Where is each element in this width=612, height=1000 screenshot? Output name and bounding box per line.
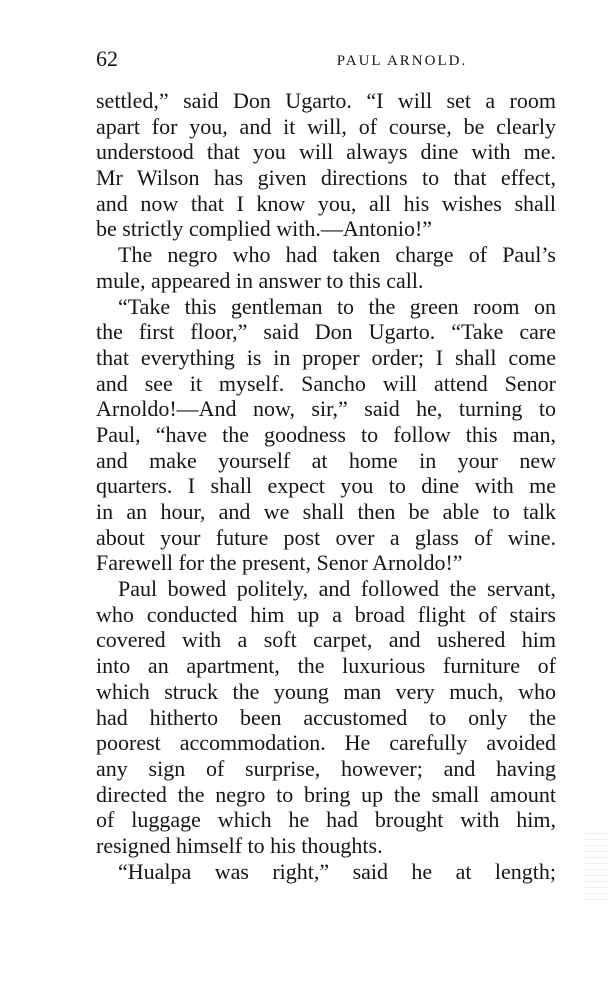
text-line: had hitherto been accustomed to only the xyxy=(96,704,556,730)
page-number: 62 xyxy=(96,46,118,71)
text-line: Arnoldo!—And now, sir,” said he, turning to xyxy=(96,396,556,422)
text-line: Paul, “have the goodness to follow this man, xyxy=(96,421,556,447)
text-line: “Take this gentleman to the green room on xyxy=(118,293,556,319)
text-line: and make yourself at home in your new xyxy=(96,447,556,473)
text-line: understood that you will always dine with me. xyxy=(96,139,556,165)
text-line: The negro who had taken charge of Paul’s xyxy=(118,242,556,268)
text-line: Paul bowed politely, and followed the servant, xyxy=(118,576,556,602)
text-line: Mr Wilson has given directions to that effect, xyxy=(96,165,556,191)
text-line: about your future post over a glass of wine. xyxy=(96,524,556,550)
text-line: which struck the young man very much, who xyxy=(96,678,556,704)
text-line: who conducted him up a broad flight of stairs xyxy=(96,601,556,627)
text-line: Farewell for the present, Senor Arnoldo!” xyxy=(96,550,463,576)
text-line: mule, appeared in answer to this call. xyxy=(96,267,424,293)
text-line: of luggage which he had brought with him, xyxy=(96,807,556,833)
text-line: “Hualpa was right,” said he at length; xyxy=(118,858,556,884)
text-line: the first floor,” said Don Ugarto. “Take care xyxy=(96,319,556,345)
text-line: and see it myself. Sancho will attend Senor xyxy=(96,370,556,396)
text-line: quarters. I shall expect you to dine with me xyxy=(96,473,556,499)
text-line: be strictly complied with.—Antonio!” xyxy=(96,216,433,242)
text-line: covered with a soft carpet, and ushered him xyxy=(96,627,556,653)
text-line: poorest accommodation. He carefully avoided xyxy=(96,730,556,756)
body-text xyxy=(96,88,556,884)
text-line: directed the negro to bring up the small amount xyxy=(96,781,556,807)
bleed-through-mark xyxy=(585,830,607,900)
text-line: that everything is in proper order; I shall come xyxy=(96,344,556,370)
text-line: apart for you, and it will, of course, be clearly xyxy=(96,113,556,139)
text-line: settled,” said Don Ugarto. “I will set a room xyxy=(96,88,556,113)
text-line: and now that I know you, all his wishes shall xyxy=(96,190,556,216)
text-line: any sign of surprise, however; and having xyxy=(96,755,556,781)
running-title: PAUL ARNOLD. xyxy=(336,53,468,69)
text-line: resigned himself to his thoughts. xyxy=(96,832,383,858)
running-head xyxy=(96,44,556,74)
text-line: into an apartment, the luxurious furniture of xyxy=(96,653,556,679)
text-line: in an hour, and we shall then be able to talk xyxy=(96,499,556,524)
